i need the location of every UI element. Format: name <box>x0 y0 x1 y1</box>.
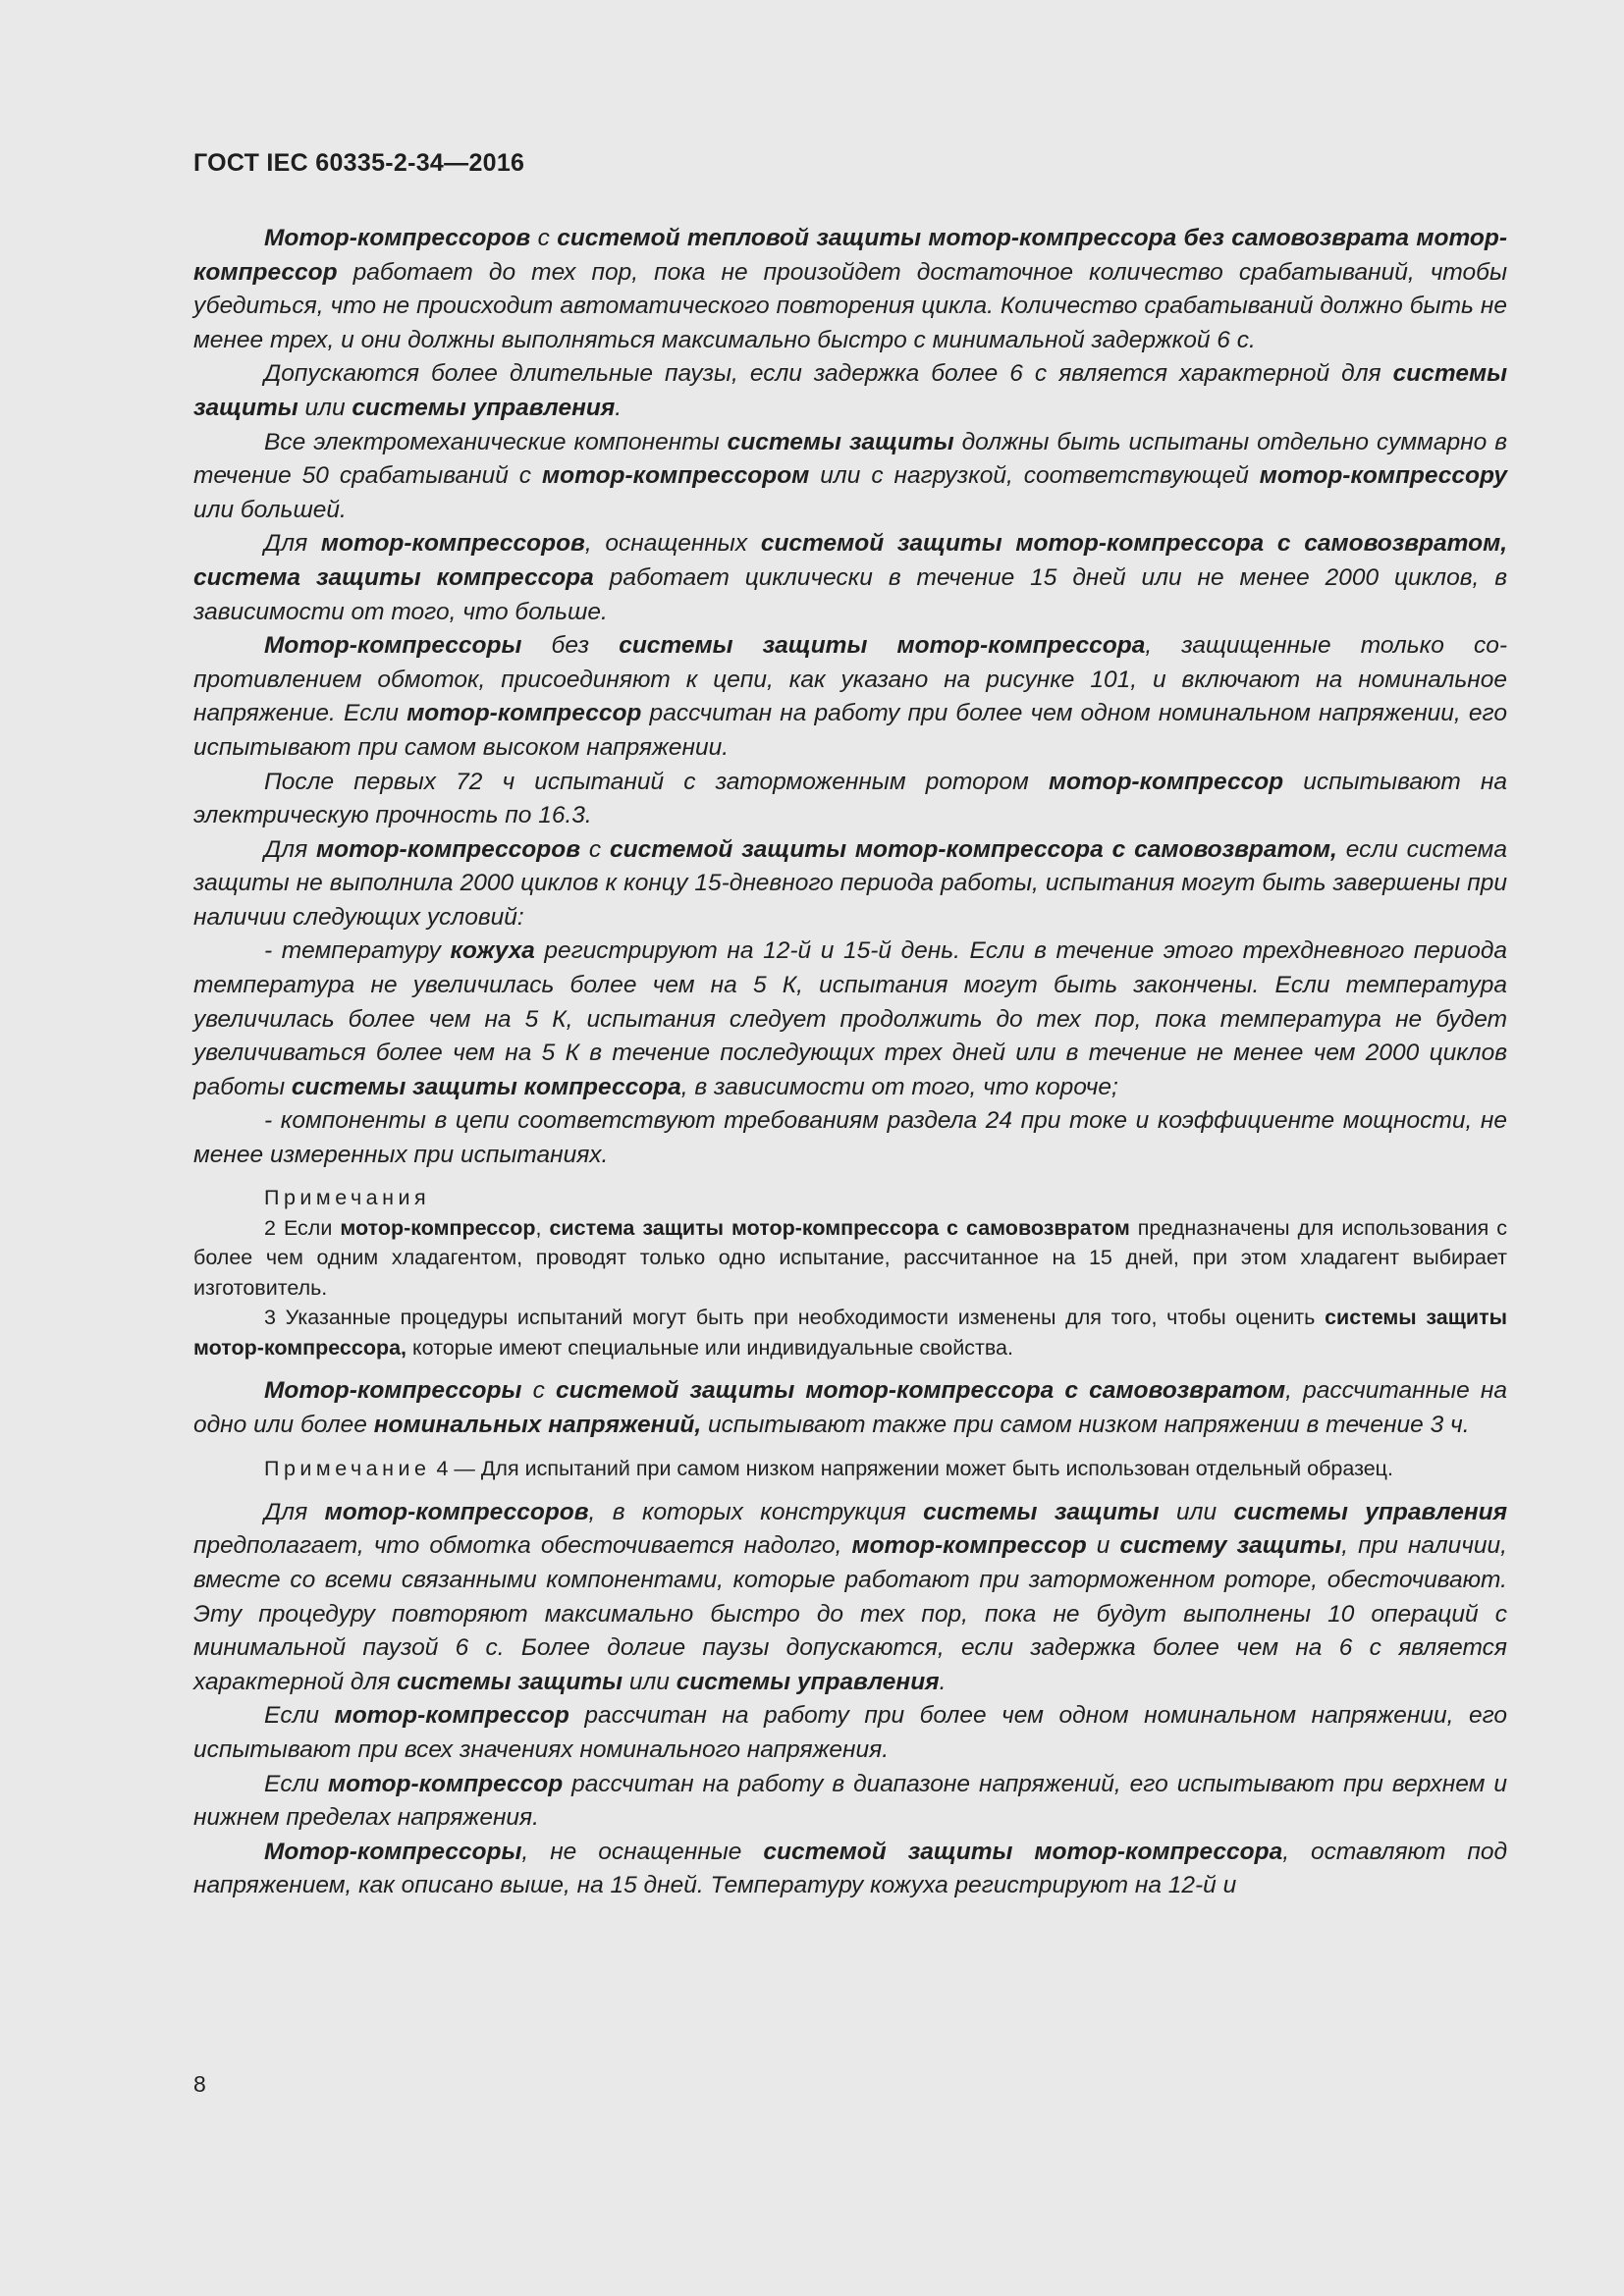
paragraph: Мотор-компрессоры, не оснащенные системой защиты мотор-компрессора, оставляют под напряжением, как описано выше, на 15 дней. Температуру кожуха регистрируют на 12-й и <box>193 1838 1507 1899</box>
page-number: 8 <box>193 2071 206 2097</box>
paragraph: Если мотор-компрессор рассчитан на работу при более чем одном номинальном напряжении, его испытывают при всех значениях номинального напряжения. <box>193 1702 1508 1763</box>
notes-heading: Примечания <box>264 1185 431 1209</box>
paragraph: Для мотор-компрессоров с системой защиты мотор-компрессора с самовозвратом, если система защиты не выполнила 2000 циклов к концу 15-дневного периода работы, испытания могут быть завершены при наличии следующих условий: <box>193 835 1507 931</box>
paragraph: Если мотор-компрессор рассчитан на работу в диапазоне напряжений, его испытывают при верхнем и нижнем пределах напряжения. <box>193 1770 1507 1832</box>
paragraph: Мотор-компрессоры с системой защиты мотор-компрессора с самовозвратом, рассчитанные на одно или более номинальных напряжений, испытывают также при самом низком напряжении в течение 3 ч. <box>193 1377 1507 1438</box>
paragraph: Все электромеханические компоненты системы защиты должны быть испытаны отдельно суммарно в течение 50 срабатываний с мотор-компрессором или с нагрузкой, соответствующей мотор-компрессору или большей. <box>193 428 1507 523</box>
paragraph: Мотор-компрессоры без системы защиты мотор-компрессора, защищенные только сопротивлением обмоток, присоединяют к цепи, как указано на рисунке 101, и включают на номинальное напряжение. Если мотор-компрессор рассчитан на работу при более чем одном номинальном напряжении, его испытывают при самом высоком напряжении. <box>193 632 1507 761</box>
list-item: - температуру кожуха регистрируют на 12-й и 15-й день. Если в течение этого трехдневного периода температура не увеличилась более чем на 5 К, испытания могут быть закончены. Если температура увеличилась более чем на 5 К, испытания следует продолжить до тех пор, пока температура не будет увеличиваться более чем на 5 К в течение последующих трех дней или в течение не менее чем 2000 циклов работы системы защиты компрессора, в зависимости от того, что короче; <box>193 937 1507 1100</box>
document-body <box>193 222 1507 1903</box>
paragraph: Мотор-компрессоров с системой тепловой защиты мотор-компрессора без самовозврата мотор-компрессор работает до тех пор, пока не произойдет достаточное количество срабатываний, чтобы убедиться, что не происходит автоматического повторения цикла. Количество срабатываний должно быть не менее трех, и они должны выполняться максимально быстро с минимальной задержкой 6 с. <box>193 225 1507 353</box>
note-4: Примечание 4 — Для испытаний при самом низком напряжении может быть использован отдельный образец. <box>264 1457 1393 1481</box>
paragraph: Для мотор-компрессоров, в которых конструкция системы защиты или системы управления предполагает, что обмотка обесточивается надолго, мотор-компрессор и систему защиты, при наличии, вместе со всеми связанными компонентами, которые работают при заторможенном роторе, обесточивают. Эту процедуру повторяют максимально быстро до тех пор, пока не будут выполнены 10 операций с минимальной паузой 6 с. Более долгие паузы допускаются, если задержка более чем на 6 с является характерной для системы защиты или системы управления. <box>193 1498 1508 1695</box>
list-item: - компоненты в цепи соответствуют требованиям раздела 24 при токе и коэффициенте мощности, не менее измеренных при испытаниях. <box>193 1107 1507 1169</box>
document-header: ГОСТ IEC 60335-2-34—2016 <box>193 149 525 177</box>
note-3: 3 Указанные процедуры испытаний могут быть при необходимости изменены для того, чтобы оценить системы защиты мотор-компрессора, которые имеют специальные или индивидуальные свойства. <box>193 1306 1507 1360</box>
paragraph: Допускаются более длительные паузы, если задержка более 6 с является характерной для системы защиты или системы управления. <box>193 360 1507 421</box>
paragraph: После первых 72 ч испытаний с заторможенным ротором мотор-компрессор испытывают на электрическую прочность по 16.3. <box>193 768 1507 829</box>
paragraph: Для мотор-компрессоров, оснащенных системой защиты мотор-компрессора с самовозвратом, система защиты компрессора работает циклически в течение 15 дней или не менее 2000 циклов, в зависимости от того, что больше. <box>193 530 1508 625</box>
note-heading: Примечание <box>264 1457 431 1481</box>
note-2: 2 Если мотор-компрессор, система защиты мотор-компрессора с самовозвратом предназначены для использования с более чем одним хладагентом, проводят только одно испытание, рассчитанное на 15 дней, при этом хладагент выбирает изготовитель. <box>193 1215 1507 1300</box>
